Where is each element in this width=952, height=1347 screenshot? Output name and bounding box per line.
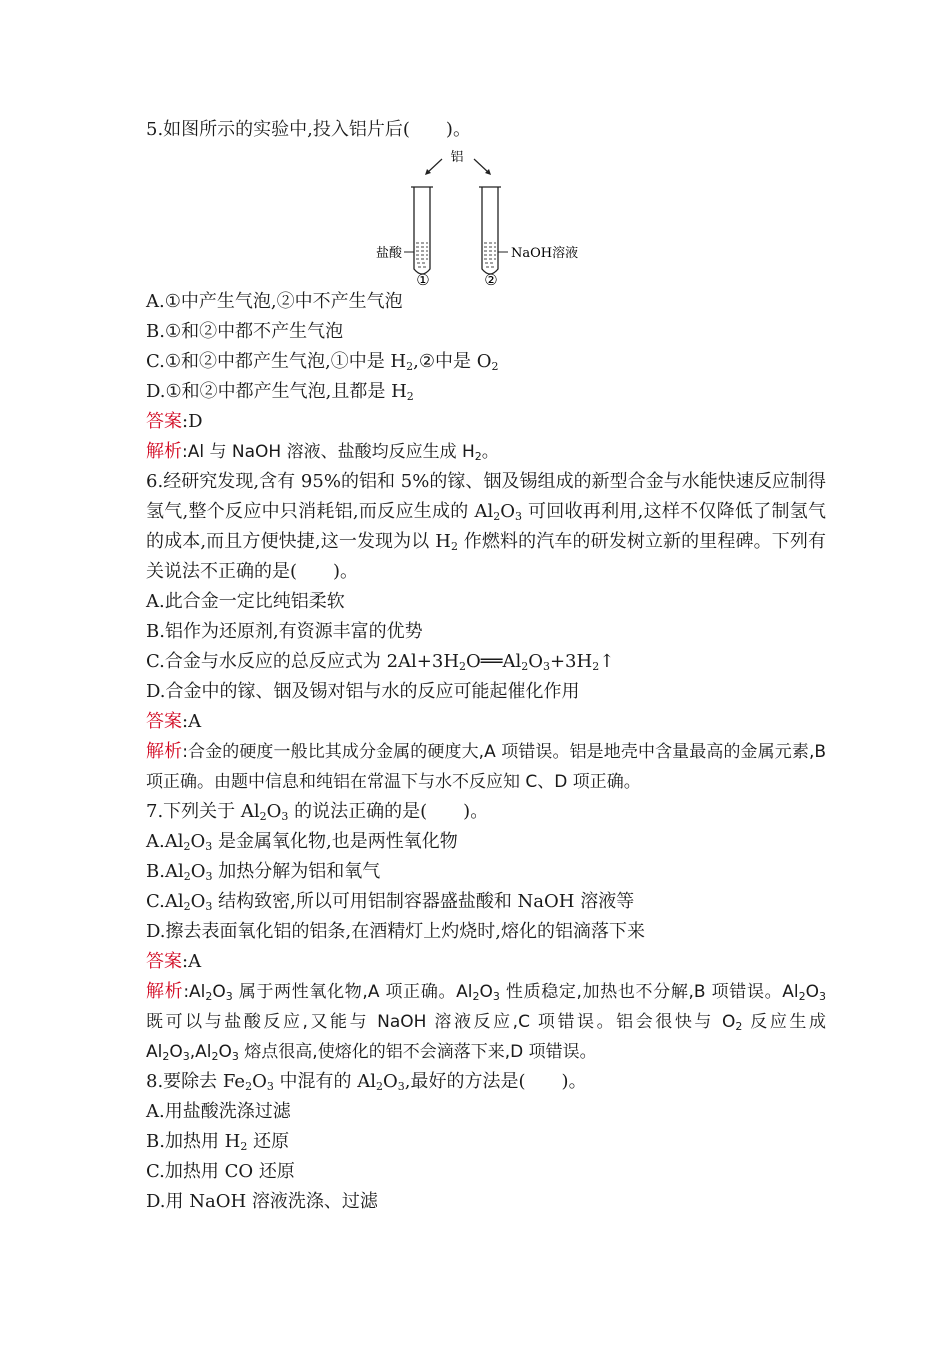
q6-option-a: A.此合金一定比纯铝柔软 [146,591,345,612]
test-tube-2 [479,187,508,274]
q8-option-d: D.用 NaOH 溶液洗涤、过滤 [146,1191,378,1212]
explanation-tag: 解析 [146,981,184,1002]
q6-stem: 6.经研究发现,含有 95%的铝和 5%的镓、铟及锡组成的新型合金与水能快速反应制得氢气,整个反应中只消耗铝,而反应生成的 $Al_2O_3$ 可回收再利用,这样不仅降低了制氢气的成本,而且方便快捷,这一发现为以 $H_2$ 作燃料的汽车的研发树立新的里程碑。下列有关说法不正确的是( )。 [146,471,826,582]
q5-option-d: D.①和②中都产生气泡,且都是 $H_2$ [146,381,414,403]
arrow-right-icon [474,159,489,173]
aluminum-label: 铝 [450,150,464,165]
arrow-left-icon [427,159,442,173]
q5-figure [146,145,826,287]
explanation-tag: 解析 [146,441,182,462]
explanation-tag: 解析 [146,741,183,762]
q7-option-c: $C.Al_2O_3$ 结构致密,所以可用铝制容器盛盐酸和 NaOH 溶液等 [146,891,635,913]
q8-option-c: C.加热用 CO 还原 [146,1161,295,1182]
tube-1-number: ① [416,271,430,287]
document-content [146,115,826,1217]
q5-option-b: B.①和②中都不产生气泡 [146,321,344,342]
test-tube-1 [404,187,433,274]
q5-explanation: 解析:Al 与 NaOH 溶液、盐酸均反应生成 $H_2$。 [146,441,499,463]
q5-stem: 5.如图所示的实验中,投入铝片后( )。 [146,119,471,140]
q5-answer: 答案:D [146,411,203,432]
answer-tag: 答案 [146,711,182,732]
q7-answer: 答案:A [146,951,202,972]
q8-option-a: A.用盐酸洗涤过滤 [146,1101,291,1122]
q7-option-b: $B.Al_2O_3$ 加热分解为铝和氧气 [146,861,381,883]
q8-stem: 8.要除去 $Fe_2O_3$ 中混有的 $Al_2O_3$,最好的方法是( )。 [146,1071,587,1093]
q7-option-a: $A.Al_2O_3$ 是金属氧化物,也是两性氧化物 [146,831,458,853]
q7-explanation: 解析$:Al_2O_3$ 属于两性氧化物,A 项正确。$Al_2O_3$ 性质稳定,加热也不分解,B 项错误。$Al_2O_3$ 既可以与盐酸反应,又能与 NaOH 溶液反应,C 项错误。铝会很快与 $O_2$ 反应生成 $Al_2O_3,Al_2O_3$ 熔点很高,使熔化的铝不会滴落下来,D 项错误。 [146,981,826,1063]
q7-stem: 7.下列关于 $Al_2O_3$ 的说法正确的是( )。 [146,801,489,823]
test-tube-diagram [146,145,826,287]
q6-answer: 答案:A [146,711,202,732]
q6-explanation: 解析:合金的硬度一般比其成分金属的硬度大,A 项错误。铝是地壳中含量最高的金属元素,B 项正确。由题中信息和纯铝在常温下与水不反应知 C、D 项正确。 [146,741,827,792]
hydrochloric-acid-label: 盐酸 [375,246,402,261]
q8-option-b: B.加热用 $H_2$ 还原 [146,1131,290,1153]
answer-tag: 答案 [146,951,182,972]
q6-option-c: C.合金与水反应的总反应式为 $2Al+3H_2O══Al_2O_3+3H_2↑$ [146,651,615,673]
q6-option-b: B.铝作为还原剂,有资源丰富的优势 [146,621,423,642]
tube-2-number: ② [484,271,498,287]
q7-option-d: D.擦去表面氧化铝的铝条,在酒精灯上灼烧时,熔化的铝滴落下来 [146,921,645,942]
naoh-solution-label: NaOH溶液 [511,246,579,261]
q5-option-a: A.①中产生气泡,②中不产生气泡 [146,291,403,312]
q5-option-c: C.①和②中都产生气泡,①中是 $H_2,②$中是 $O_2$ [146,351,499,373]
answer-tag: 答案 [146,411,182,432]
q6-option-d: D.合金中的镓、铟及锡对铝与水的反应可能起催化作用 [146,681,580,702]
